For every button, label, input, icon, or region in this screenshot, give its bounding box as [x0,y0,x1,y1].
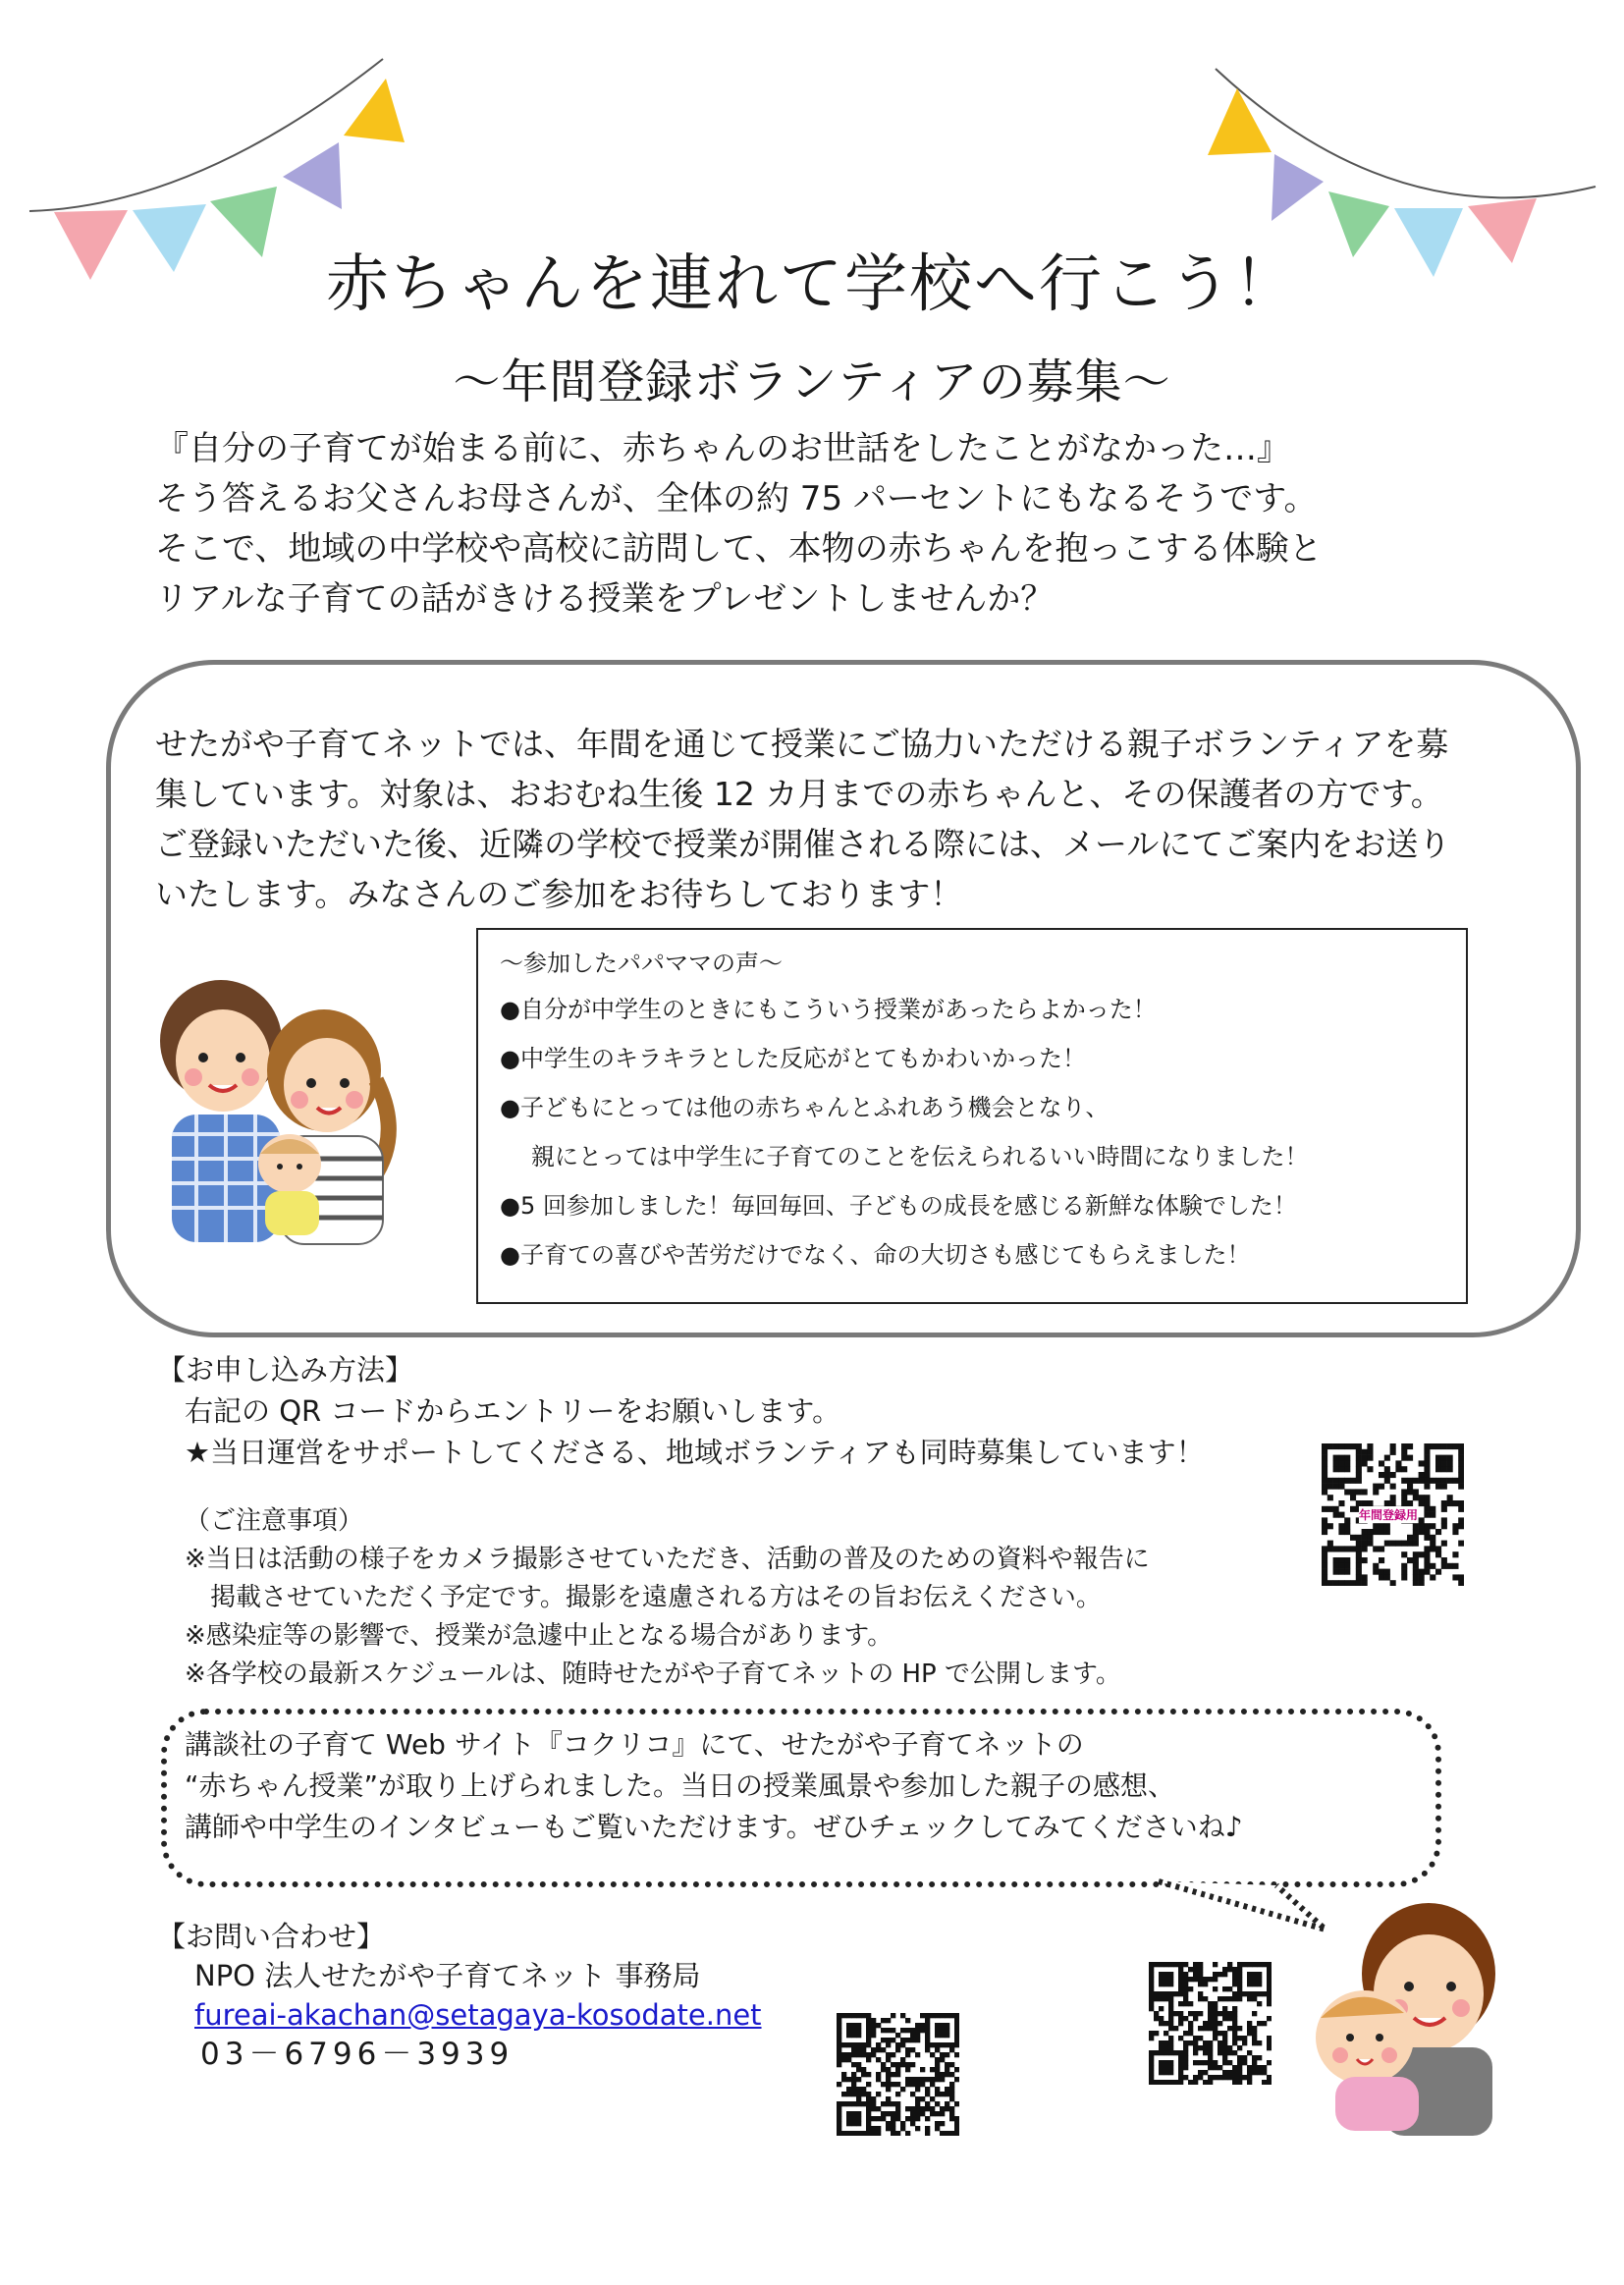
voice-item-continued: 親にとっては中学生に子育てのことを伝えられるいい時間になりました！ [531,1143,1309,1170]
article-line: 講師や中学生のインタビューもご覧いただけます。ぜひチェックしてみてくださいね♪ [185,1811,1243,1843]
parent-voices-box [476,928,1468,1304]
intro-line: そこで、地域の中学校や高校に訪問して、本物の赤ちゃんを抱っこする体験と [155,529,1323,569]
intro-line: リアルな子育ての話がきける授業をプレゼントしませんか？ [155,579,1055,619]
recruit-line: 集しています。対象は、おおむね生後 12 カ月までの赤ちゃんと、その保護者の方です。 [155,775,1443,813]
notes-line: ※当日は活動の様子をカメラ撮影させていただき、活動の普及のための資料や報告に [185,1545,1150,1574]
application-section [157,1349,1205,1473]
application-line: 右記の QR コードからエントリーをお願いします。 [185,1394,841,1428]
notes-line: ※感染症等の影響で、授業が急遽中止となる場合があります。 [185,1621,893,1651]
contact-qr-code[interactable] [837,2013,959,2136]
qr-label: 年間登録用 [1359,1508,1419,1522]
article-qr-code[interactable] [1149,1962,1272,2085]
notes-line: ※各学校の最新スケジュールは、随時せたがや子育てネットの HP で公開します。 [185,1659,1121,1689]
contact-org: NPO 法人せたがや子育てネット 事務局 [194,1959,701,1992]
voices-heading: ～参加したパパママの声～ [500,950,783,977]
intro-line: 『自分の子育てが始まる前に、赤ちゃんのお世話をしたことがなかった…』 [155,429,1290,468]
article-line: “赤ちゃん授業”が取り上げられました。当日の授業風景や参加した親子の感想、 [185,1769,1176,1802]
notes-line: 掲載させていただく予定です。撮影を遠慮される方はその旨お伝えください。 [210,1583,1102,1612]
intro-line: そう答えるお父さんお母さんが、全体の約 75 パーセントにもなるそうです。 [155,479,1318,518]
page-title: 赤ちゃんを連れて学校へ行こう！ [326,248,1298,321]
voice-item: ●5 回参加しました！毎回毎回、子どもの成長を感じる新鮮な体験でした！ [500,1192,1297,1220]
family-illustration [152,967,417,1252]
recruit-line: せたがや子育てネットでは、年間を通じて授業にご協力いただける親子ボランティアを募 [155,725,1449,763]
recruitment-text [155,719,1450,919]
contact-heading: 【お問い合わせ】 [157,1920,386,1953]
voice-item: ●子育ての喜びや苦労だけでなく、命の大切さも感じてもらえました！ [500,1241,1251,1269]
intro-paragraph [155,424,1323,625]
voice-item: ●子どもにとっては他の赤ちゃんとふれあう機会となり、 [500,1094,1110,1121]
contact-email-link[interactable]: fureai-akachan@setagaya-kosodate.net [194,1998,762,2032]
notes-heading: （ご注意事項） [185,1506,364,1536]
application-line: ★当日運営をサポートしてくださる、地域ボランティアも同時募集しています！ [185,1436,1205,1469]
article-text [185,1724,1243,1848]
application-heading: 【お申し込み方法】 [157,1353,414,1387]
page-subtitle: ～年間登録ボランティアの募集～ [453,354,1171,409]
voice-item: ●自分が中学生のときにもこういう授業があったらよかった！ [500,996,1157,1023]
parent-and-baby-illustration [1296,1900,1522,2141]
contact-phone: 03－6796－3939 [200,2037,514,2072]
article-line: 講談社の子育て Web サイト『コクリコ』にて、せたがや子育てネットの [185,1728,1084,1761]
contact-section [157,1917,762,2074]
notes-section [185,1502,1150,1694]
registration-qr-code[interactable] [1322,1443,1464,1586]
recruit-line: いたします。みなさんのご参加をお待ちしております！ [155,875,963,913]
recruit-line: ご登録いただいた後、近隣の学校で授業が開催される際には、メールにてご案内をお送り [155,825,1451,863]
voice-item: ●中学生のキラキラとした反応がとてもかわいかった！ [500,1045,1086,1072]
